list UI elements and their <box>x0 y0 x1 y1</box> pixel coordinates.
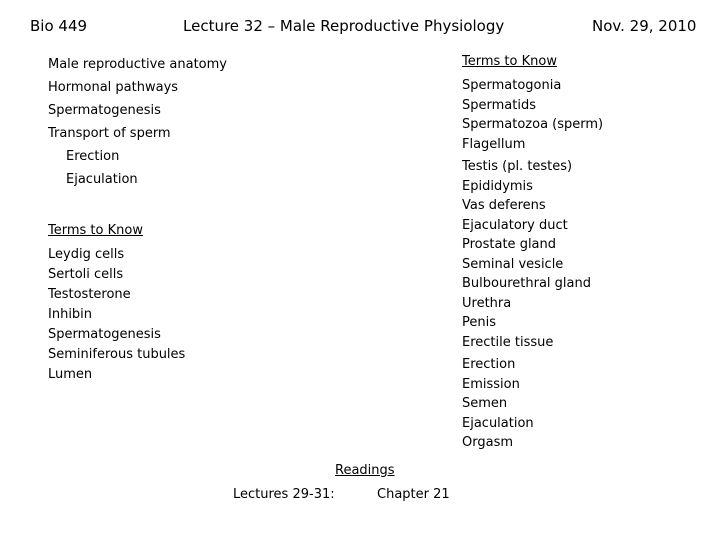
term-item: Lumen <box>48 367 93 382</box>
date: Nov. 29, 2010 <box>592 17 697 35</box>
term-item: Seminiferous tubules <box>48 347 186 362</box>
term-item: Ejaculation <box>462 415 534 431</box>
subtopic-item: Ejaculation <box>66 172 138 187</box>
course-code: Bio 449 <box>30 17 88 35</box>
term-item: Semen <box>462 396 508 411</box>
term-item: Spermatogonia <box>462 78 562 93</box>
term-item: Emission <box>462 376 520 392</box>
term-item: Vas deferens <box>462 198 546 213</box>
term-item: Erectile tissue <box>462 334 554 350</box>
term-item: Orgasm <box>462 435 514 450</box>
term-item: Inhibin <box>48 307 93 322</box>
term-item: Spermatids <box>462 97 536 113</box>
readings-lectures: Lectures 29-31: <box>233 487 335 502</box>
topic-list <box>48 53 227 191</box>
readings-chapter: Chapter 21 <box>377 487 450 502</box>
term-item: Prostate gland <box>462 237 557 252</box>
term-item: Bulbourethral gland <box>462 276 591 291</box>
term-item: Testosterone <box>48 287 131 302</box>
terms-right-list <box>462 76 603 453</box>
term-item: Penis <box>462 315 496 330</box>
subtopic-item: Erection <box>66 149 120 164</box>
term-item: Spermatozoa (sperm) <box>462 117 604 132</box>
term-item: Erection <box>462 357 516 372</box>
term-item: Ejaculatory duct <box>462 217 568 233</box>
topic-item: Transport of sperm <box>48 126 171 141</box>
topic-item: Spermatogenesis <box>48 103 161 118</box>
terms-left-heading: Terms to Know <box>48 223 143 238</box>
readings-heading: Readings <box>335 463 395 478</box>
term-item: Urethra <box>462 295 512 311</box>
topic-item: Hormonal pathways <box>48 80 179 95</box>
page-title: Lecture 32 – Male Reproductive Physiology <box>183 17 505 35</box>
term-item: Sertoli cells <box>48 267 124 282</box>
term-item: Spermatogenesis <box>48 327 161 342</box>
topic-item: Male reproductive anatomy <box>48 57 227 72</box>
term-item: Seminal vesicle <box>462 256 564 272</box>
terms-right-heading: Terms to Know <box>462 54 557 69</box>
term-item: Flagellum <box>462 136 526 152</box>
term-item: Epididymis <box>462 178 533 194</box>
terms-left-list <box>48 245 185 385</box>
term-item: Testis (pl. testes) <box>462 159 573 174</box>
term-item: Leydig cells <box>48 247 125 262</box>
